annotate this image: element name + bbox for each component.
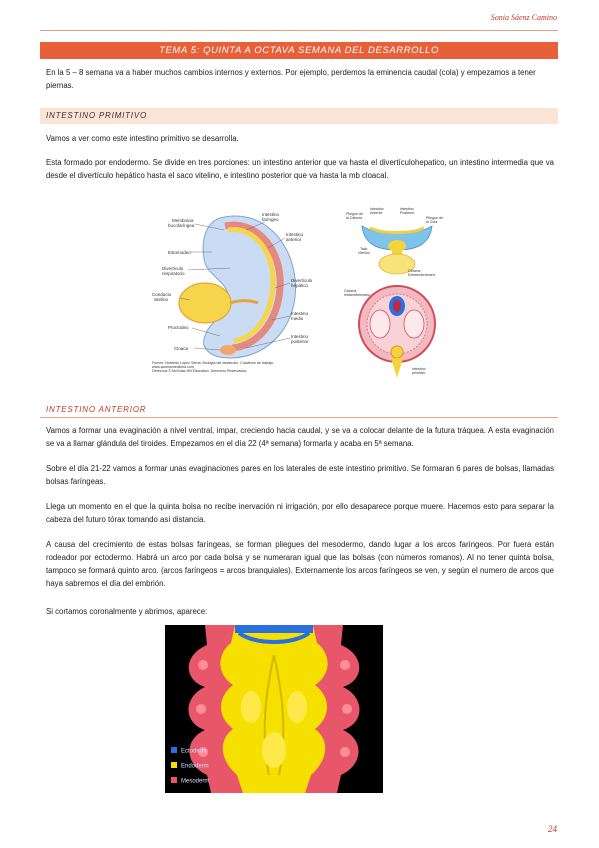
label-int-medio: Intestino: [291, 311, 309, 316]
legend-ectoderm: Ectoderm: [181, 748, 207, 755]
label-proctodeo: Proctodeo: [168, 325, 189, 330]
label-membrana: Membrana: [172, 218, 194, 223]
label-tallo-vitelino: Vitelino: [358, 251, 370, 255]
embryo-folding-figure: [342, 206, 452, 382]
section2-paragraph-4: A causa del crecimiento de estas bolsas faríngeas, se forman pliegues del mesodermo, dando lugar a los arcos faríngeos. Por fuera están rodeador por ectodermo. Habrá un arco por cada bolsa y se numeraran igual que las bolsas (con números romanos). Al no tener quinta bolsa, tampoco se formará quinto arco. (arcos faríngeos = arcos branquiales). Externamente los arcos faríngeos se ven, y según el numero de arcos que haya sabremos el día del embrión.: [46, 540, 554, 588]
label-intestino-prim: Intestino: [412, 367, 426, 371]
label-pliegue-cola: Pliegue de: [426, 216, 443, 220]
label-vitelino: vitelino: [154, 297, 169, 302]
label-estomodeo: Estomodeo: [168, 250, 191, 255]
label-diverticulo-resp: Divertículo: [162, 266, 184, 271]
header-rule: [40, 30, 558, 31]
label-medio: medio: [291, 316, 304, 321]
label-int-posterior: Intestino: [291, 334, 309, 339]
section-rule: [40, 417, 558, 418]
section2-paragraph-1: Vamos a formar una evaginación a nivel ventral, impar, creciendo hacia caudal, y se va a colocar delante de la futura tráquea. A esta evaginación se va a llamar glándula del tiroides. Empezamos en el día 22 (4ª semana) formarla y acaba en 5ª semana.: [46, 426, 554, 448]
label-faringeo: faríngeo: [262, 217, 279, 222]
figure1-credit-2: www.accessmedicina.com: [152, 365, 194, 369]
section2-paragraph-5: Si cortamos coronalmente y abrimos, aparece:: [46, 607, 208, 616]
label-intraembrionario: intraembrionario: [344, 293, 370, 297]
legend-mesoderm: Mesoderm: [181, 778, 210, 785]
section2-paragraph-2: Sobre el día 21-22 vamos a formar unas evaginaciones pares en los laterales de este intestino primitivo. Se formaran 6 pares de bolsas, llamadas bolsas faríngeas.: [46, 464, 554, 486]
label-primitivo: primitivo: [412, 371, 426, 375]
page-number: 24: [548, 824, 557, 834]
label-extraembrionario: Extraembrionario: [408, 273, 436, 277]
section2-paragraph-3: Llega un momento en el que la quinta bolsa no recibe inervación ni irrigación, por ello desaparece porque muere. Hacemos esto para separar la cabeza del futuro tórax tomando así distancia.: [46, 502, 554, 524]
figure1-credit-1: Fuente: Norberto López Serna: Biología del desarrollo. Cuaderno de trabajo,: [152, 361, 274, 365]
label-celoma-extra: Celoma: [408, 269, 421, 273]
label-cabeza: la Cabeza: [346, 216, 363, 220]
label-f2-int-posterior: Intestino: [400, 207, 414, 211]
label-div-hepatico: Divertículo: [291, 278, 313, 283]
label-posterior: posterior: [291, 339, 309, 344]
pharyngeal-arches-figure: [165, 625, 383, 793]
label-bucofaringea: bucofaríngea: [168, 223, 195, 228]
embryo-sagittal-figure: [150, 208, 355, 376]
label-respiratorio: respiratorio: [162, 271, 185, 276]
label-f2-int-anterior: Intestino: [370, 207, 384, 211]
label-f2-anterior: Anterior: [370, 211, 383, 215]
legend-endoderm: Endoderm: [181, 763, 209, 770]
label-cloaca: Cloaca: [174, 346, 189, 351]
label-f2-posterior: Posterior: [400, 211, 415, 215]
label-cola: la Cola: [426, 220, 438, 224]
label-conducto: Conducto: [152, 292, 172, 297]
label-celoma-intra: Celoma: [344, 289, 357, 293]
chapter-title: TEMA 5: QUINTA A OCTAVA SEMANA DEL DESARROLLO: [40, 42, 558, 59]
section1-paragraph-2: Esta formado por endodermo. Se divide en tres porciones: un intestino anterior que va hasta el divertículohepatico, un intestino intermedia que va desde el divertículo hepático hasta el saco vitelino, e intestino posterior que va hasta la mb cloacal.: [46, 158, 554, 180]
label-tallo: Tallo: [360, 247, 368, 251]
author-name: Sonia Sáenz Camino: [490, 13, 557, 22]
label-anterior: anterior: [286, 237, 302, 242]
label-pliegue-cabeza: Pliegue de: [346, 212, 363, 216]
label-int-anterior: Intestino: [286, 232, 304, 237]
label-int-faringeo: Intestino: [262, 212, 280, 217]
section-heading-intestino-primitivo: INTESTINO PRIMITIVO: [40, 108, 558, 124]
intro-paragraph: En la 5 – 8 semana va a haber muchos cambios internos y externos. Por ejemplo, perdemos la eminencia caudal (cola) y empezamos a tener piernas.: [46, 68, 536, 90]
section-heading-intestino-anterior: INTESTINO ANTERIOR: [46, 405, 147, 414]
section1-paragraph-1: Vamos a ver como este intestino primitivo se desarrolla.: [46, 134, 239, 143]
label-hepatico: hepático: [291, 283, 309, 288]
figure1-credit-3: Derechos © McGraw-Hill Education. Derechos Reservados.: [152, 369, 248, 373]
